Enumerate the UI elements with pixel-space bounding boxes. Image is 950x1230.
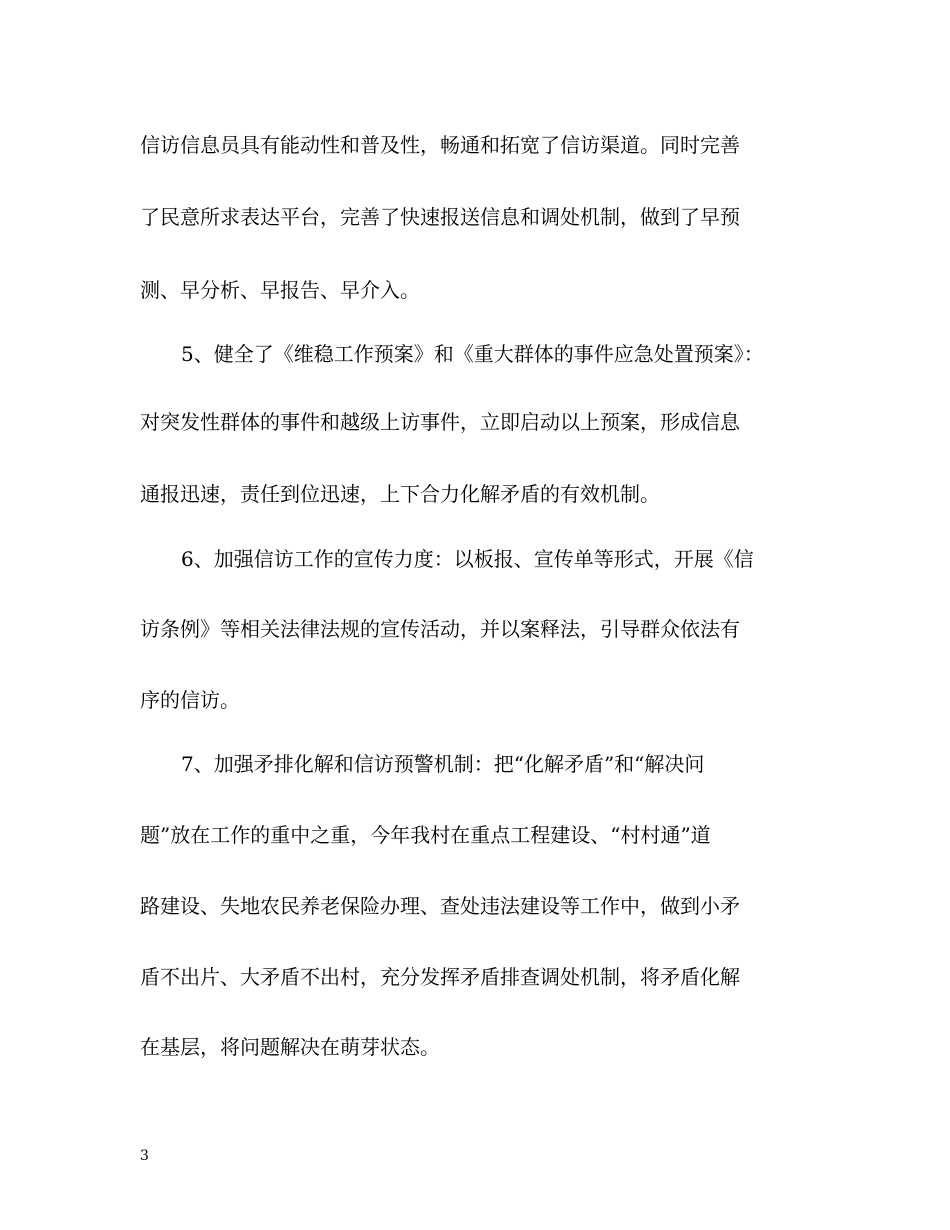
text-line: 信访信息员具有能动性和普及性，畅通和拓宽了信访渠道。同时完善 [140,133,740,157]
text-line: 通报迅速，责任到位迅速，上下合力化解矛盾的有效机制。 [140,482,660,506]
text-line: 在基层，将问题解决在萌芽状态。 [140,1035,440,1059]
paragraph-7-start: 7、加强矛排化解和信访预警机制：把“化解矛盾”和“解决问 [181,752,705,776]
paragraph-5-start: 5、健全了《维稳工作预案》和《重大群体的事件应急处置预案》： [181,342,764,366]
page-number: 3 [140,1148,149,1164]
text-line: 了民意所求表达平台，完善了快速报送信息和调处机制，做到了早预 [140,205,740,229]
text-line: 题”放在工作的重中之重，今年我村在重点工程建设、“村村通”道 [140,823,711,847]
text-line: 序的信访。 [140,688,240,712]
text-line: 路建设、失地农民养老保险办理、查处违法建设等工作中，做到小矛 [140,894,740,918]
text-line: 访条例》等相关法律法规的宣传活动，并以案释法，引导群众依法有 [140,617,740,641]
text-line: 对突发性群体的事件和越级上访事件，立即启动以上预案，形成信息 [140,410,740,434]
paragraph-6-start: 6、加强信访工作的宣传力度：以板报、宣传单等形式，开展《信 [181,547,754,571]
text-line: 盾不出片、大矛盾不出村，充分发挥矛盾排查调处机制，将矛盾化解 [140,965,740,989]
text-line: 测、早分析、早报告、早介入。 [140,278,420,302]
